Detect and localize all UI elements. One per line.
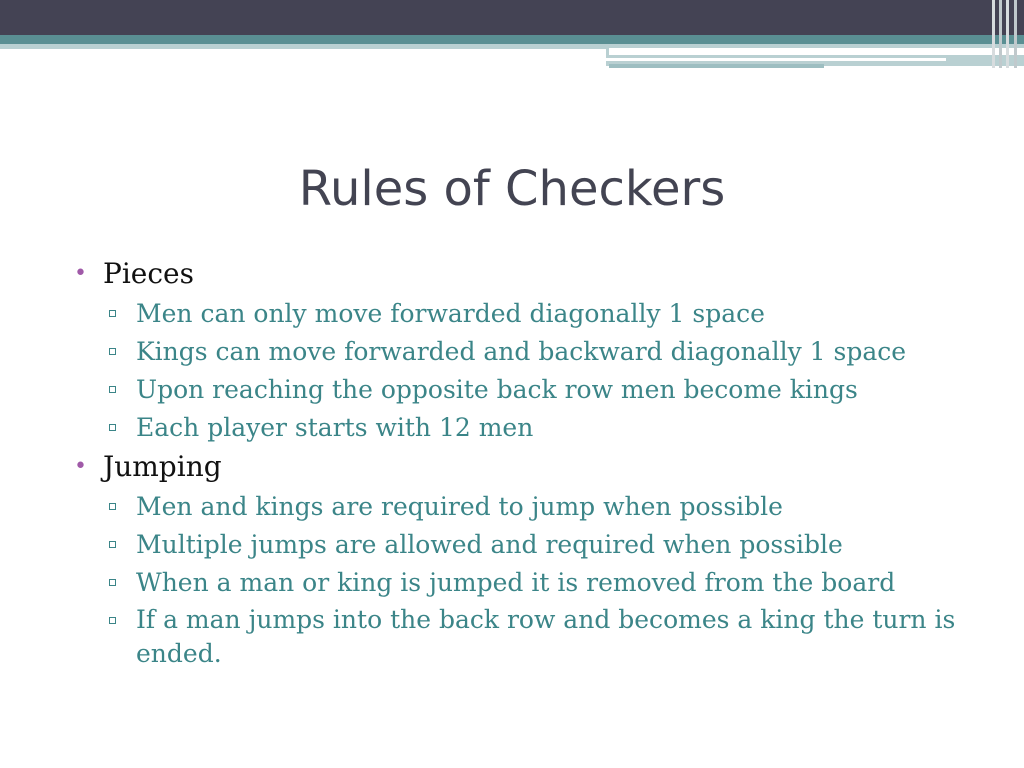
list-item-text: Men can only move forwarded diagonally 1 space (136, 299, 765, 328)
bullet-section (72, 254, 982, 294)
header-vertical-line (1014, 0, 1017, 68)
list-item-text: Each player starts with 12 men (136, 413, 534, 442)
bullet-section (72, 447, 982, 487)
list-item (72, 334, 982, 369)
square-bullet-icon (109, 617, 116, 624)
list-item (72, 489, 982, 524)
list-item (72, 603, 982, 671)
list-item (72, 372, 982, 407)
list-item-text: Men and kings are required to jump when possible (136, 492, 783, 521)
header-band-light (0, 44, 606, 49)
header-vertical-line (992, 0, 995, 68)
header-band-step-gap-2 (606, 58, 946, 61)
square-bullet-icon (109, 424, 116, 431)
header-accent-rule (609, 64, 824, 68)
header-band-teal (0, 35, 1024, 44)
list-item (72, 410, 982, 445)
square-bullet-icon (109, 541, 116, 548)
section-heading: Jumping (103, 450, 222, 483)
square-bullet-icon (109, 386, 116, 393)
list-item-text: When a man or king is jumped it is removed from the board (136, 568, 896, 597)
round-bullet-icon: • (74, 454, 87, 479)
list-item-text: Multiple jumps are allowed and required when possible (136, 530, 843, 559)
square-bullet-icon (109, 579, 116, 586)
round-bullet-icon: • (74, 261, 87, 286)
slide-body (72, 254, 982, 671)
list-item-text: If a man jumps into the back row and becomes a king the turn is ended. (136, 605, 956, 668)
list-item (72, 527, 982, 562)
header-vertical-line (999, 0, 1002, 68)
square-bullet-icon (109, 348, 116, 355)
list-item-text: Kings can move forwarded and backward diagonally 1 space (136, 337, 907, 366)
list-item (72, 565, 982, 600)
list-item-text: Upon reaching the opposite back row men become kings (136, 375, 858, 404)
square-bullet-icon (109, 310, 116, 317)
square-bullet-icon (109, 503, 116, 510)
header-band-step-gap (609, 48, 1024, 55)
section-heading: Pieces (103, 257, 194, 290)
slide-title: Rules of Checkers (298, 161, 726, 217)
list-item (72, 296, 982, 331)
header-vertical-line (1006, 0, 1009, 68)
header-band-dark (0, 0, 1024, 35)
